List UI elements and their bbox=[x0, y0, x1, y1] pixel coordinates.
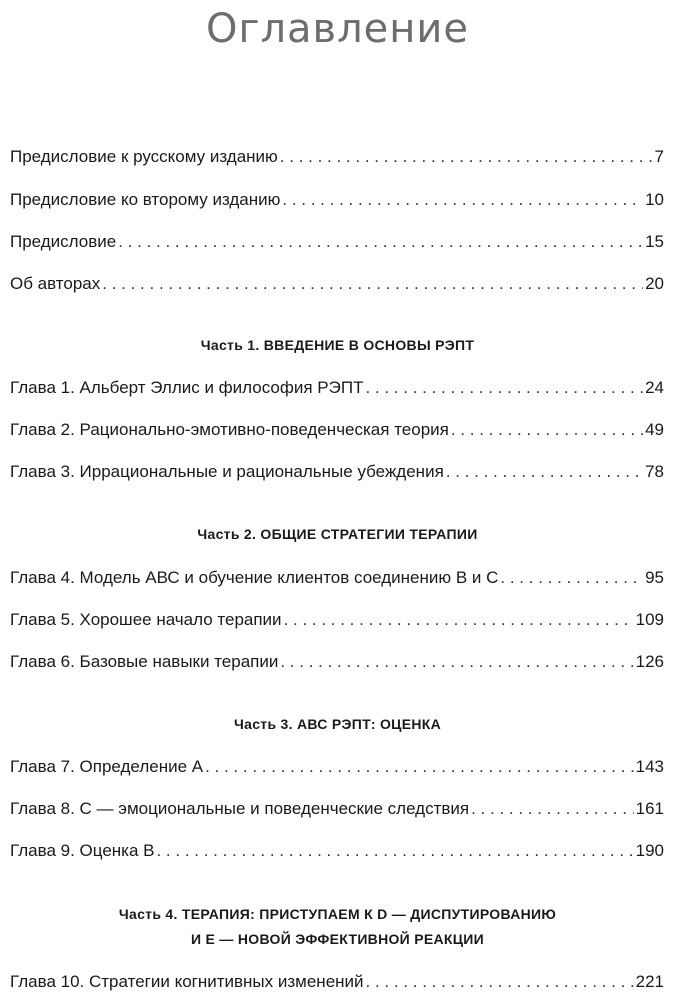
dot-leader bbox=[284, 608, 634, 632]
dot-leader bbox=[471, 797, 634, 821]
toc-entry-label: Глава 1. Альберт Эллис и философия РЭПТ bbox=[10, 378, 364, 397]
toc-entry-label: Глава 7. Определение А bbox=[10, 757, 204, 776]
dot-leader bbox=[156, 839, 633, 863]
part-1-heading: Часть 1. ВВЕДЕНИЕ В ОСНОВЫ РЭПТ bbox=[200, 337, 475, 353]
toc-entry-page: 190 bbox=[635, 841, 664, 860]
part-4-heading-line-2: И Е — НОВОЙ ЭФФЕКТИВНОЙ РЕАКЦИИ bbox=[190, 931, 485, 947]
toc-entry-label: Глава 3. Иррациональные и рациональные убеждения bbox=[10, 462, 444, 481]
toc-entry-chapter-8[interactable] bbox=[10, 797, 664, 821]
page-title: Оглавление bbox=[205, 6, 470, 52]
dot-leader bbox=[282, 188, 643, 212]
toc-entry-chapter-7[interactable] bbox=[10, 755, 664, 779]
toc-entry-chapter-4[interactable] bbox=[10, 566, 664, 590]
dot-leader bbox=[365, 376, 643, 400]
toc-entry-page: 221 bbox=[635, 972, 664, 991]
toc-entry-label: Глава 4. Модель АВС и обучение клиентов соединению В и С bbox=[10, 568, 499, 587]
toc-entry-label: Глава 8. С — эмоциональные и поведенческие следствия bbox=[10, 799, 470, 818]
toc-entry-page: 78 bbox=[645, 462, 664, 481]
dot-leader bbox=[280, 650, 633, 674]
toc-entry-label: Предисловие к русскому изданию bbox=[10, 147, 278, 166]
dot-leader bbox=[500, 566, 643, 590]
toc-entry-chapter-10[interactable] bbox=[10, 970, 664, 994]
dot-leader bbox=[451, 418, 643, 442]
toc-entry-label: Глава 5. Хорошее начало терапии bbox=[10, 610, 282, 629]
toc-entry-page: 161 bbox=[635, 799, 664, 818]
toc-entry-chapter-9[interactable] bbox=[10, 839, 664, 863]
dot-leader bbox=[205, 755, 634, 779]
toc-entry-label: Об авторах bbox=[10, 274, 101, 293]
part-2-heading: Часть 2. ОБЩИЕ СТРАТЕГИИ ТЕРАПИИ bbox=[197, 526, 478, 542]
toc-entry-page: 7 bbox=[654, 147, 664, 166]
toc-entry-chapter-3[interactable] bbox=[10, 460, 664, 484]
toc-entry-page: 10 bbox=[645, 190, 664, 209]
toc-entry-label: Глава 10. Стратегии когнитивных изменений bbox=[10, 972, 364, 991]
toc-entry-chapter-1[interactable] bbox=[10, 376, 664, 400]
toc-entry-page: 143 bbox=[635, 757, 664, 776]
dot-leader bbox=[102, 272, 643, 296]
toc-entry-page: 49 bbox=[645, 420, 664, 439]
toc-entry-page: 15 bbox=[645, 232, 664, 251]
toc-entry-label: Предисловие bbox=[10, 232, 117, 251]
dot-leader bbox=[446, 460, 643, 484]
toc-entry-page: 20 bbox=[645, 274, 664, 293]
toc-entry-authors[interactable] bbox=[10, 272, 664, 296]
toc-entry-label: Глава 6. Базовые навыки терапии bbox=[10, 652, 279, 671]
dot-leader bbox=[366, 970, 634, 994]
toc-entry-chapter-5[interactable] bbox=[10, 608, 664, 632]
toc-entry-foreword[interactable] bbox=[10, 230, 664, 254]
dot-leader bbox=[118, 230, 643, 254]
toc-entry-label: Предисловие ко второму изданию bbox=[10, 190, 281, 209]
toc-entry-foreword-russian[interactable] bbox=[10, 145, 664, 169]
toc-entry-chapter-6[interactable] bbox=[10, 650, 664, 674]
toc-entry-label: Глава 2. Рационально-эмотивно-поведенческая теория bbox=[10, 420, 449, 439]
dot-leader bbox=[280, 145, 653, 169]
part-3-heading: Часть 3. АВС РЭПТ: ОЦЕНКА bbox=[233, 716, 441, 732]
toc-entry-page: 95 bbox=[645, 568, 664, 587]
toc-entry-page: 126 bbox=[635, 652, 664, 671]
toc-entry-label: Глава 9. Оценка В bbox=[10, 841, 155, 860]
toc-entry-chapter-2[interactable] bbox=[10, 418, 664, 442]
toc-entry-foreword-second[interactable] bbox=[10, 188, 664, 212]
toc-entry-page: 24 bbox=[645, 378, 664, 397]
part-4-heading-line-1: Часть 4. ТЕРАПИЯ: ПРИСТУПАЕМ К D — ДИСПУТИРОВАНИЮ bbox=[118, 906, 557, 922]
toc-entry-page: 109 bbox=[635, 610, 664, 629]
